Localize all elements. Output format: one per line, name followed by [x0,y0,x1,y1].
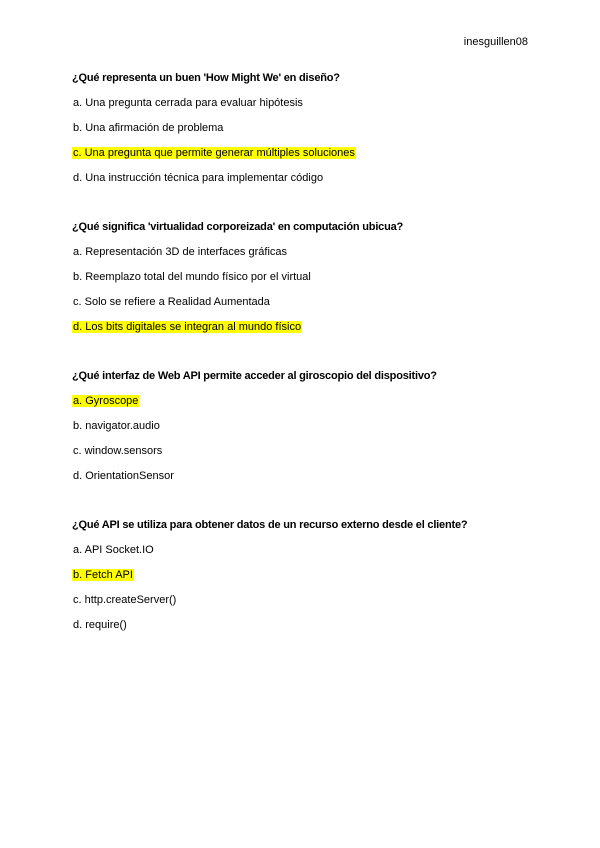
option-text: a. Gyroscope [73,395,139,407]
username-header: inesguillen08 [463,36,528,48]
question-text: ¿Qué significa 'virtualidad corporeizada' en computación ubicua? [72,221,404,233]
option-text: c. Solo se refiere a Realidad Aumentada [73,296,270,308]
option-text: c. http.createServer() [73,594,177,606]
question-block [72,518,542,643]
option-text: b. Reemplazo total del mundo físico por el virtual [73,271,311,283]
option-text: c. Una pregunta que permite generar múltiples soluciones [73,147,355,159]
option-text: d. Una instrucción técnica para implementar código [73,172,324,184]
correct-answer-option [72,320,542,345]
option-text: d. OrientationSensor [73,470,174,482]
answer-option [72,295,542,320]
question-block [72,369,542,494]
correct-answer-option [72,146,542,171]
option-text: a. API Socket.IO [73,544,154,556]
option-text: a. Una pregunta cerrada para evaluar hipótesis [73,97,303,109]
question-text: ¿Qué API se utiliza para obtener datos de un recurso externo desde el cliente? [72,519,468,531]
option-text: c. window.sensors [73,445,163,457]
option-text: d. Los bits digitales se integran al mundo físico [73,321,302,333]
answer-option [72,270,542,295]
answer-option [72,543,542,568]
answer-option [72,121,542,146]
question-block [72,71,542,196]
question-text: ¿Qué representa un buen 'How Might We' en diseño? [72,72,340,84]
answer-option [72,469,542,494]
quiz-list [72,71,542,667]
answer-option [72,245,542,270]
answer-option [72,96,542,121]
option-text: b. Fetch API [73,569,133,581]
answer-option [72,419,542,444]
question-text: ¿Qué interfaz de Web API permite acceder al giroscopio del dispositivo? [72,370,437,382]
answer-option [72,593,542,618]
answer-option [72,444,542,469]
answer-option [72,618,542,643]
option-text: d. require() [73,619,127,631]
correct-answer-option [72,568,542,593]
option-text: a. Representación 3D de interfaces gráficas [73,246,288,258]
option-text: b. Una afirmación de problema [73,122,224,134]
answer-option [72,171,542,196]
correct-answer-option [72,394,542,419]
question-block [72,220,542,345]
option-text: b. navigator.audio [73,420,160,432]
